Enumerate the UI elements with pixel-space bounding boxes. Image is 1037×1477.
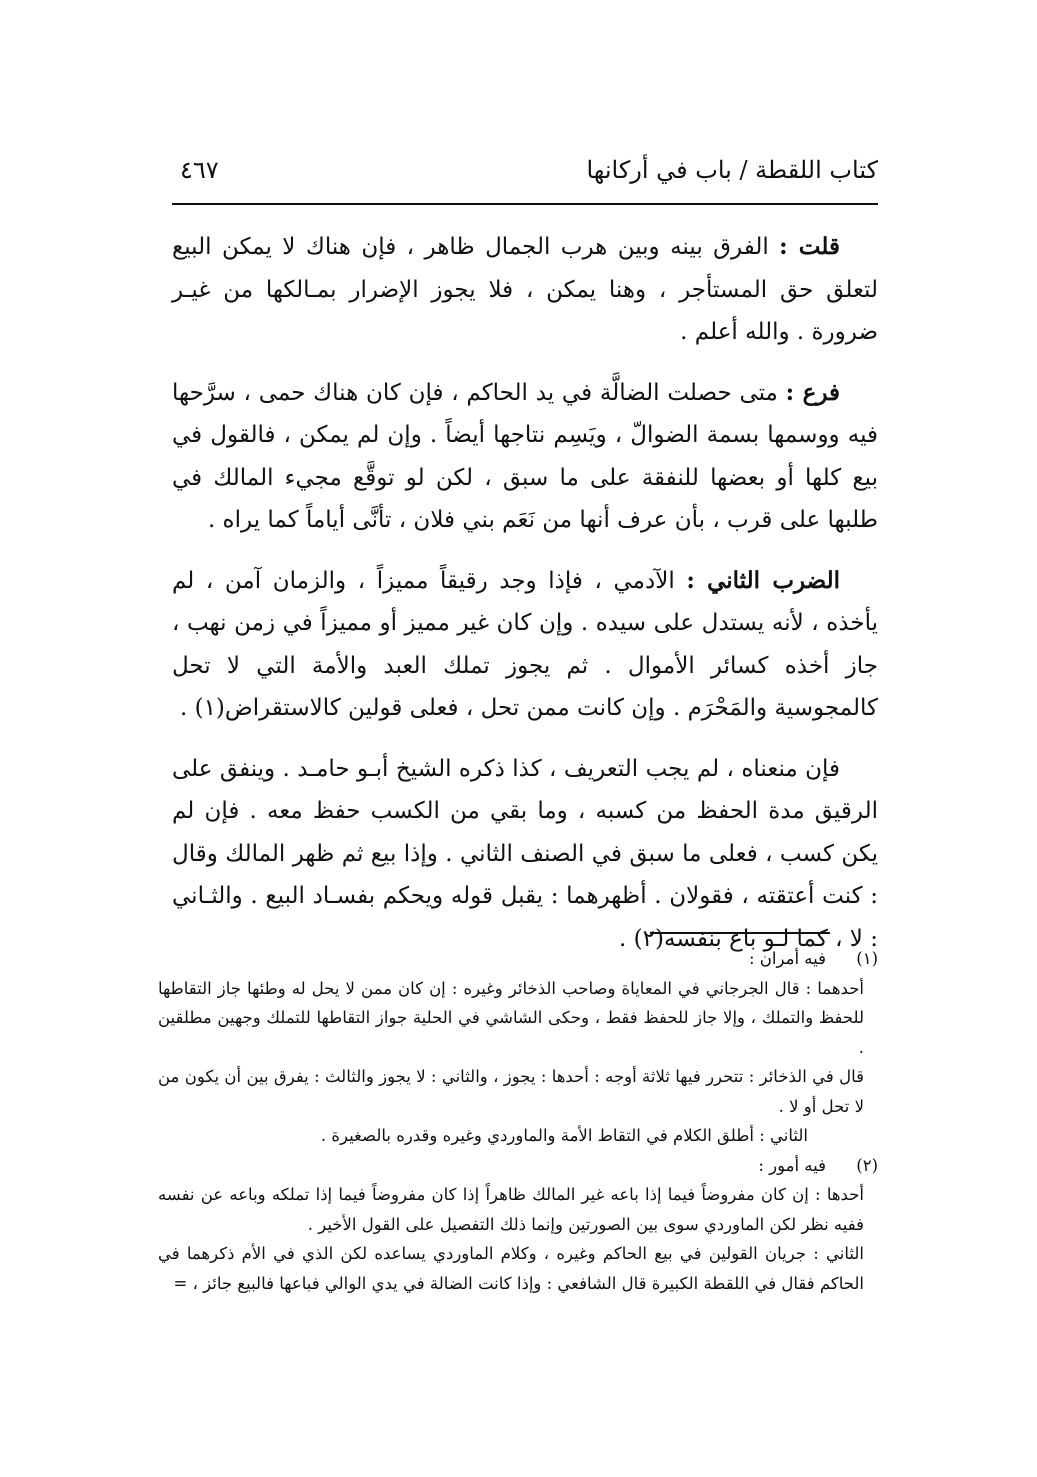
main-text [172, 226, 878, 978]
footnote-line: قال في الذخائر : تتحرر فيها ثلاثة أوجه : أحدها : يجوز ، والثاني : لا يجوز والثالث : يفرق بين أن يكون من لا تحل أو لا . [158, 1067, 864, 1116]
footnote-number: (٢) [856, 1155, 878, 1175]
footnote-line: أحدهما : قال الجرجاني في المعاياة وصاحب الذخائر وغيره : إن كان ممن لا يحل له وطئها جاز التقاطها للحفظ والتملك ، وإلا جاز للحفظ فقط ، وحكى الشاشي في الحلية جواز التقاطها للتملك وجهين مطلقين . [158, 978, 864, 1057]
paragraph-label: الضرب الثاني : [686, 566, 840, 594]
footnotes [158, 944, 878, 1298]
footnote-heading: فيه أمور : [758, 1155, 826, 1175]
running-header [172, 150, 878, 202]
footnote-heading: فيه أمران : [749, 949, 826, 968]
paragraph-2 [172, 372, 878, 542]
footnote-separator [650, 932, 830, 934]
paragraph-text: الآدمي ، فإذا وجد رقيقاً مميزاً ، والزمان آمن ، لم يأخذه ، لأنه يستدل على سيده . وإن كان غير مميز أو مميزاً في زمن نهب ، جاز أخذه كسائر الأموال . ثم يجوز تملك العبد والأمة التي لا تحل كالمجوسية والمَحْرَم . وإن كانت ممن تحل ، فعلى قولين كالاستقراض(١) . [172, 567, 878, 721]
footnote-line: الثاني : أطلق الكلام في التقاط الأمة والماوردي وغيره وقدره بالصغيرة . [320, 1126, 808, 1145]
page-number: ٤٦٧ [180, 156, 219, 184]
footnote-number: (١) [856, 949, 878, 968]
footnote-line: أحدها : إن كان مفروضاً فيما إذا باعه غير المالك ظاهراً إذا كان مفروضاً فيما إذا تملكه وباعه عن نفسه ففيه نظر لكن الماوردي سوى بين الصورتين وإنما ذلك التفصيل على القول الأخير . [158, 1185, 864, 1234]
paragraph-label: قلت : [779, 233, 840, 260]
paragraph-text: فإن منعناه ، لم يجب التعريف ، كذا ذكره الشيخ أبـو حامـد . وينفق على الرقيق مدة الحفظ من كسبه ، وما بقي من الكسب حفظ معه . فإن لم يكن كسب ، فعلى ما سبق في الصنف الثاني . وإذا بيع ثم ظهر المالك وقال : كنت أعتقته ، فقولان . أظهرهما : يقبل قوله ويحكم بفسـاد البيع . والثـاني : لا ، كما لـو باع بنفسه(٢) . [172, 755, 878, 952]
footnote-line: الثاني : جريان القولين في بيع الحاكم وغيره ، وكلام الماوردي يساعده لكن الذي في الأم ذكرهما في الحاكم فقال في اللقطة الكبيرة قال الشافعي : وإذا كانت الضالة في يدي الوالي فباعها فالبيع جائز ، = [158, 1244, 864, 1293]
paragraph-text: متى حصلت الضالَّة في يد الحاكم ، فإن كان هناك حمى ، سرَّحها فيه ووسمها بسمة الضوالّ ، ويَسِم نتاجها أيضاً . وإن لم يمكن ، فالقول في بيع كلها أو بعضها للنفقة على ما سبق ، لكن لو توقَّع مجيء المالك في طلبها على قرب ، بأن عرف أنها من نَعَم بني فلان ، تأنَّى أياماً كما يراه . [172, 379, 878, 533]
footnote-1-heading [158, 944, 878, 974]
chapter-title: كتاب اللقطة / باب في أركانها [586, 156, 878, 184]
footnote-2-heading [158, 1151, 878, 1181]
paragraph-4 [172, 748, 878, 961]
paragraph-1 [172, 226, 878, 354]
paragraph-3 [172, 560, 878, 730]
header-rule [172, 203, 878, 205]
paragraph-text: الفرق بينه وبين هرب الجمال ظاهر ، فإن هناك لا يمكن البيع لتعلق حق المستأجر ، وهنا يمكن ، فلا يجوز الإضرار بمـالكها من غيـر ضرورة . والله أعلم . [172, 234, 878, 345]
paragraph-label: فرع : [785, 378, 840, 406]
